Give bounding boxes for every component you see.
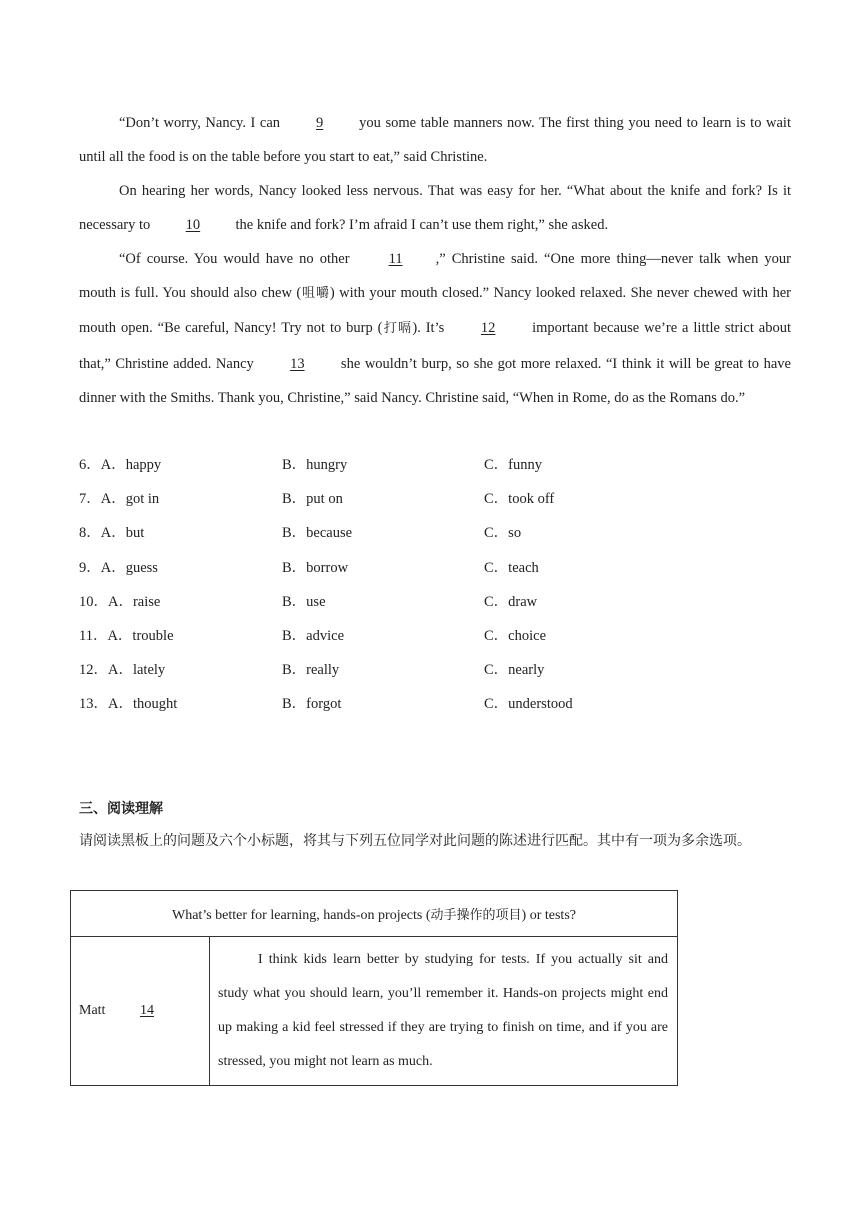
blank-14[interactable]: 14 bbox=[139, 1003, 154, 1018]
option-a[interactable]: 7．A．got in bbox=[79, 491, 160, 508]
section-title: 三、阅读理解 bbox=[79, 801, 163, 817]
option-c[interactable]: C．nearly bbox=[484, 662, 545, 679]
blank-11[interactable]: 11 bbox=[388, 251, 403, 267]
option-row bbox=[79, 585, 679, 619]
blank-10[interactable]: 10 bbox=[185, 217, 201, 234]
option-row bbox=[79, 448, 679, 482]
passage-text: you some table manners now. The first thing you need to learn is to wait until all the food is on the table before you start to eat,” said Christine. bbox=[79, 115, 791, 166]
student-name-cell bbox=[71, 937, 210, 1086]
option-a[interactable]: 11．A．trouble bbox=[79, 627, 174, 644]
option-b[interactable]: B．put on bbox=[282, 491, 343, 508]
passage-text: ) with your mouth closed.” Nancy looked relaxed. She never chewed with her mouth open. “Be careful, Nancy! Try not to burp ( bbox=[79, 285, 792, 337]
option-b[interactable]: B．because bbox=[282, 525, 353, 542]
option-row bbox=[79, 482, 679, 516]
passage-text: ). It’s bbox=[412, 320, 450, 337]
option-c[interactable]: C．draw bbox=[484, 593, 538, 610]
option-a[interactable]: 9．A．guess bbox=[79, 559, 158, 576]
option-row bbox=[79, 687, 679, 721]
passage-text: the knife and fork? I’m afraid I can’t use them right,” she asked. bbox=[231, 217, 609, 234]
passage-text: On hearing her words, Nancy looked less nervous. That was easy for her. “What about the knife and fork? Is it necessary to bbox=[79, 183, 791, 234]
passage-paragraph-2 bbox=[79, 174, 791, 242]
option-a[interactable]: 10．A．raise bbox=[79, 593, 161, 610]
option-c[interactable]: C．took off bbox=[484, 491, 555, 508]
question-cell bbox=[71, 891, 678, 937]
question-text: What’s better for learning, hands-on projects ( bbox=[172, 907, 431, 923]
option-row bbox=[79, 551, 679, 585]
option-a[interactable]: 8．A．but bbox=[79, 525, 145, 542]
question-text: ) or tests? bbox=[521, 907, 576, 923]
option-b[interactable]: B．hungry bbox=[282, 457, 348, 473]
option-c[interactable]: C．so bbox=[484, 525, 522, 542]
option-b[interactable]: B．use bbox=[282, 593, 326, 610]
option-b[interactable]: B．really bbox=[282, 662, 340, 679]
option-row bbox=[79, 516, 679, 550]
option-a[interactable]: 13．A．thought bbox=[79, 696, 178, 713]
option-b[interactable]: B．advice bbox=[282, 627, 345, 644]
option-a[interactable]: 12．A．lately bbox=[79, 662, 166, 679]
passage-paragraph-3 bbox=[79, 242, 791, 415]
blank-12[interactable]: 12 bbox=[480, 320, 496, 337]
statement-text: I think kids learn better by studying for tests. If you actually sit and study what you should learn, you’ll remember it. Hands-on projects might end up making a kid feel stressed if they are trying to finish on time, and if you are stressed, you might not learn as much. bbox=[218, 952, 668, 1069]
chinese-gloss: 动手操作的项目 bbox=[430, 907, 522, 923]
option-b[interactable]: B．borrow bbox=[282, 559, 349, 576]
blank-13[interactable]: 13 bbox=[290, 355, 305, 372]
passage-text: ,” Christine said. “One more thing—never talk when your mouth is full. You should also chew ( bbox=[79, 251, 791, 302]
option-row bbox=[79, 619, 679, 653]
chinese-gloss: 打嗝 bbox=[382, 321, 413, 337]
student-name: Matt bbox=[79, 1003, 109, 1018]
option-a[interactable]: 6．A．happy bbox=[79, 457, 162, 473]
section-instruction: 请阅读黑板上的问题及六个小标题，将其与下列五位同学对此问题的陈述进行匹配。其中有一项为多余选项。 bbox=[79, 833, 751, 849]
option-c[interactable]: C．choice bbox=[484, 627, 547, 644]
statement-cell bbox=[210, 937, 678, 1086]
blank-9[interactable]: 9 bbox=[315, 115, 324, 131]
passage-text: she wouldn’t burp, so she got more relaxed. “I think it will be great to have dinner with the Smiths. Thank you, Christine,” said Nancy. Christine said, “When in Rome, do as the Romans do.” bbox=[79, 355, 791, 406]
passage-text: important because we’re a little strict about that,” Christine added. Nancy bbox=[79, 320, 791, 372]
option-row bbox=[79, 653, 679, 687]
options-list bbox=[79, 448, 679, 722]
option-c[interactable]: C．funny bbox=[484, 457, 542, 473]
table-row bbox=[71, 937, 678, 1086]
passage-text: “Of course. You would have no other bbox=[119, 251, 356, 267]
option-c[interactable]: C．teach bbox=[484, 559, 539, 576]
passage-paragraph-1 bbox=[79, 106, 791, 174]
option-c[interactable]: C．understood bbox=[484, 696, 573, 713]
passage-text: “Don’t worry, Nancy. I can bbox=[119, 115, 285, 131]
option-b[interactable]: B．forgot bbox=[282, 696, 342, 713]
matching-table bbox=[70, 890, 678, 1086]
table-header-row bbox=[71, 891, 678, 937]
chinese-gloss: 咀嚼 bbox=[301, 286, 330, 302]
